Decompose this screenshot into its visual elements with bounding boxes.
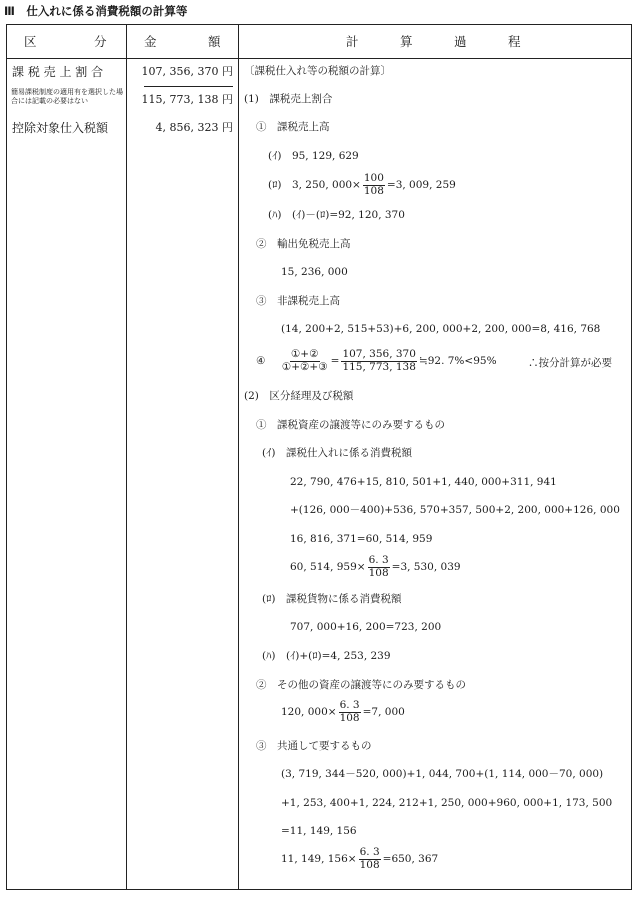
calc-text: 11, 149, 156× bbox=[281, 853, 357, 866]
fraction-numerator: 6. 3 bbox=[368, 554, 389, 566]
calc-line: ① 課税資産の譲渡等にのみ要するもの bbox=[256, 419, 445, 431]
header-col3-3: 過 bbox=[454, 34, 467, 49]
calc-line: 707, 000+16, 200=723, 200 bbox=[290, 621, 442, 633]
calc-heading: 〔課税仕入れ等の税額の計算〕 bbox=[244, 65, 391, 77]
header-col2-b: 額 bbox=[208, 34, 221, 49]
calc-line: (14, 200+2, 515+53)+6, 200, 000+2, 200, 000=8, 416, 768 bbox=[281, 323, 601, 335]
calc-text: =7, 000 bbox=[362, 706, 405, 719]
calc-section-2: (2) 区分経理及び税額 bbox=[244, 390, 354, 402]
calc-ratio-line bbox=[256, 349, 497, 373]
col-divider-2 bbox=[238, 24, 239, 890]
calc-text: ④ bbox=[256, 355, 266, 368]
fraction-numerator: 107, 356, 370 bbox=[342, 348, 416, 360]
calc-text: ≒92. 7%<95% bbox=[418, 355, 497, 368]
calc-text: =3, 009, 259 bbox=[386, 179, 456, 192]
calc-line: ③ 共通して要するもの bbox=[256, 740, 372, 752]
fraction-numerator: 6. 3 bbox=[339, 699, 360, 711]
fraction-numerator: ①+② bbox=[290, 348, 319, 360]
fraction-denominator: ①+②+③ bbox=[281, 360, 328, 373]
calc-line: 15, 236, 000 bbox=[281, 266, 348, 278]
section-title: Ⅲ 仕入れに係る消費税額の計算等 bbox=[4, 4, 188, 18]
header-col3-4: 程 bbox=[508, 34, 521, 49]
calc-line: ② 輸出免税売上高 bbox=[256, 238, 351, 250]
calc-line: +(126, 000－400)+536, 570+357, 500+2, 200, 000+126, 000 bbox=[290, 504, 620, 516]
fraction-denominator: 108 bbox=[339, 711, 360, 724]
calc-line: (ｲ) 95, 129, 629 bbox=[268, 150, 359, 162]
deductible-tax-amount: 4, 856, 323 円 bbox=[155, 121, 233, 134]
header-col2-a: 金 bbox=[144, 34, 157, 49]
fraction-numerator: 6. 3 bbox=[359, 846, 380, 858]
calc-line: ③ 非課税売上高 bbox=[256, 295, 340, 307]
calc-line: +1, 253, 400+1, 224, 212+1, 250, 000+960, 000+1, 173, 500 bbox=[281, 797, 613, 809]
fraction bbox=[339, 700, 361, 724]
calc-line: 22, 790, 476+15, 810, 501+1, 440, 000+311, 941 bbox=[290, 476, 557, 488]
fraction bbox=[363, 173, 385, 197]
amount-divider bbox=[144, 86, 233, 87]
fraction bbox=[368, 555, 390, 579]
calc-fraction-line bbox=[290, 555, 461, 579]
fraction-denominator: 115, 773, 138 bbox=[342, 360, 416, 373]
simplified-tax-note: 簡易課税制度の適用有を選択した場合には記載の必要はない bbox=[11, 88, 123, 106]
calc-line: ① 課税売上高 bbox=[256, 121, 330, 133]
fraction-denominator: 108 bbox=[368, 566, 389, 579]
calc-text: (ﾛ) 3, 250, 000× bbox=[268, 179, 361, 192]
header-col1-a: 区 bbox=[24, 34, 37, 49]
header-col3-2: 算 bbox=[400, 34, 413, 49]
fraction bbox=[341, 349, 416, 373]
calc-text: 60, 514, 959× bbox=[290, 561, 366, 574]
header-col3-1: 計 bbox=[346, 34, 359, 49]
header-col1-b: 分 bbox=[94, 34, 107, 49]
calc-fraction-line bbox=[281, 847, 438, 871]
calc-line: 16, 816, 371=60, 514, 959 bbox=[290, 533, 433, 545]
fraction-numerator: 100 bbox=[363, 172, 384, 184]
calc-section-1: (1) 課税売上割合 bbox=[244, 93, 333, 105]
calc-text: =3, 530, 039 bbox=[391, 561, 461, 574]
col-divider-1 bbox=[126, 24, 127, 890]
calc-line: (3, 719, 344－520, 000)+1, 044, 700+(1, 114, 000－70, 000) bbox=[281, 768, 604, 780]
fraction-denominator: 108 bbox=[359, 858, 380, 871]
taxable-sales-ratio-label: 課 税 売 上 割 合 bbox=[12, 65, 104, 79]
calc-line: ② その他の資産の譲渡等にのみ要するもの bbox=[256, 679, 466, 691]
fraction-denominator: 108 bbox=[363, 184, 384, 197]
calc-fraction-line bbox=[268, 173, 456, 197]
calc-text: 120, 000× bbox=[281, 706, 337, 719]
total-sales-amount: 115, 773, 138 円 bbox=[141, 93, 233, 106]
header-divider bbox=[6, 58, 632, 59]
calc-text: = bbox=[330, 355, 340, 368]
calc-fraction-line bbox=[281, 700, 405, 724]
calc-line: (ｲ) 課税仕入れに係る消費税額 bbox=[262, 447, 412, 459]
fraction bbox=[281, 349, 329, 373]
calc-line: (ﾊ) (ｲ)－(ﾛ)=92, 120, 370 bbox=[268, 209, 405, 221]
taxable-sales-ratio-amount: 107, 356, 370 円 bbox=[141, 65, 233, 78]
calc-note: ∴按分計算が必要 bbox=[528, 357, 612, 369]
calc-line: (ﾊ) (ｲ)+(ﾛ)=4, 253, 239 bbox=[262, 650, 391, 662]
calc-line: (ﾛ) 課税貨物に係る消費税額 bbox=[262, 593, 402, 605]
calc-text: =650, 367 bbox=[382, 853, 439, 866]
fraction bbox=[359, 847, 381, 871]
deductible-tax-label: 控除対象仕入税額 bbox=[12, 121, 109, 135]
calc-line: =11, 149, 156 bbox=[281, 825, 357, 837]
